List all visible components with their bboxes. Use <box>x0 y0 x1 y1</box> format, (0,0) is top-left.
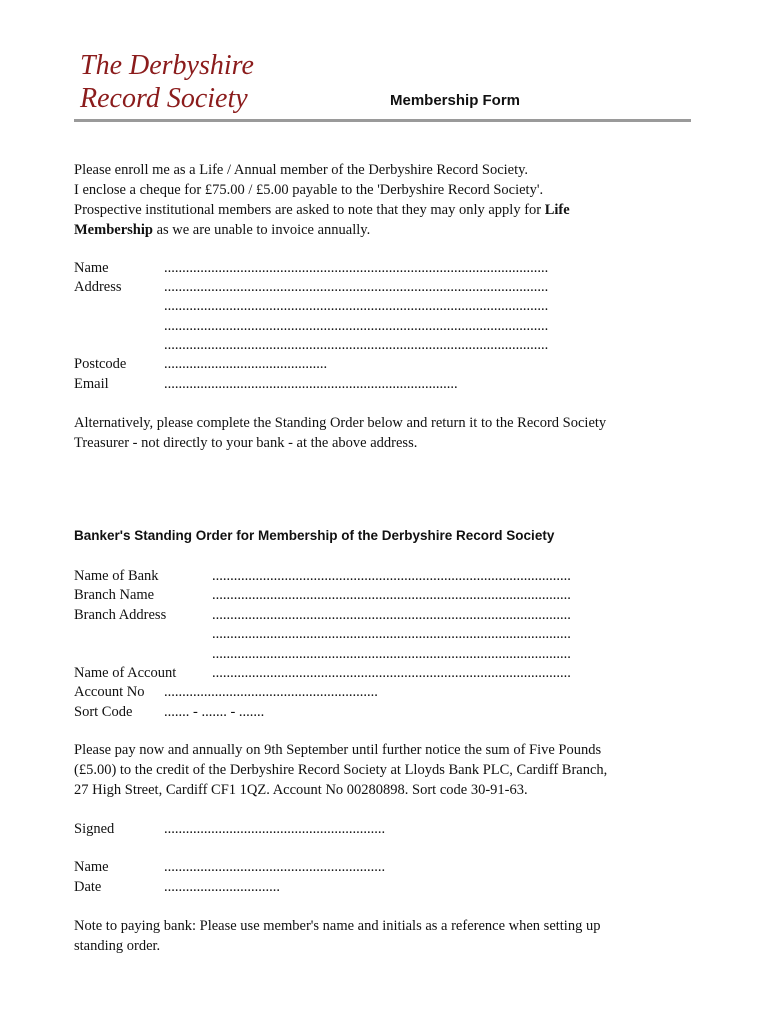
sort-code-line[interactable]: ....... - ....... - ....... <box>164 704 265 720</box>
note-line-1: Note to paying bank: Please use member's name and initials as a reference when setting up <box>74 918 601 934</box>
header-divider <box>74 119 691 122</box>
form-title: Membership Form <box>390 92 521 109</box>
signature-name-label: Name <box>74 859 109 875</box>
sort-code-label: Sort Code <box>74 704 133 720</box>
intro-line-2: I enclose a cheque for £75.00 / £5.00 payable to the 'Derbyshire Record Society'. <box>74 182 544 198</box>
bank-name-label: Name of Bank <box>74 568 159 584</box>
payment-paragraph <box>74 740 704 800</box>
alternative-line-1: Alternatively, please complete the Standing Order below and return it to the Record Society <box>74 415 607 431</box>
date-label: Date <box>74 879 102 895</box>
intro-bold-life: Life <box>544 202 570 218</box>
branch-address-label: Branch Address <box>74 607 167 623</box>
member-email-label: Email <box>74 376 109 392</box>
brand-line-1: The Derbyshire <box>80 50 254 81</box>
intro-paragraph <box>74 160 704 240</box>
signed-line[interactable]: ............................................................. <box>164 821 386 837</box>
member-address-line-1[interactable]: .......................................................................................................... <box>164 279 549 295</box>
branch-name-line[interactable]: ................................................................................................... <box>212 587 571 603</box>
account-no-label: Account No <box>74 684 145 700</box>
branch-address-line-1[interactable]: ................................................................................................... <box>212 607 571 623</box>
branch-address-line-3[interactable]: ................................................................................................... <box>212 646 571 662</box>
society-logo-text <box>80 49 254 115</box>
signed-label: Signed <box>74 821 115 837</box>
member-name-line[interactable]: .......................................................................................................... <box>164 260 549 276</box>
account-name-label: Name of Account <box>74 665 177 681</box>
branch-address-line-2[interactable]: ................................................................................................... <box>212 626 571 642</box>
bank-note-paragraph <box>74 916 704 956</box>
member-address-line-3[interactable]: .......................................................................................................... <box>164 318 549 334</box>
intro-line-3 <box>74 200 704 220</box>
account-no-line[interactable]: ........................................................... <box>164 684 378 700</box>
member-email-line[interactable]: ................................................................................. <box>164 376 458 392</box>
payment-line-1: Please pay now and annually on 9th September until further notice the sum of Five Pounds <box>74 742 602 758</box>
member-name-label: Name <box>74 260 109 276</box>
account-name-line[interactable]: ................................................................................................... <box>212 665 571 681</box>
member-address-line-4[interactable]: .......................................................................................................... <box>164 337 549 353</box>
intro-line-4 <box>74 220 704 240</box>
payment-line-2: (£5.00) to the credit of the Derbyshire Record Society at Lloyds Bank PLC, Cardiff Branch, <box>74 762 608 778</box>
note-line-2: standing order. <box>74 938 161 954</box>
intro-line-3-text: Prospective institutional members are asked to note that they may only apply for <box>74 202 545 218</box>
intro-line-4-text: as we are unable to invoice annually. <box>152 222 371 238</box>
intro-line-1: Please enroll me as a Life / Annual member of the Derbyshire Record Society. <box>74 162 529 178</box>
member-postcode-label: Postcode <box>74 356 127 372</box>
branch-name-label: Branch Name <box>74 587 155 603</box>
member-address-line-2[interactable]: .......................................................................................................... <box>164 298 549 314</box>
bank-name-line[interactable]: ................................................................................................... <box>212 568 571 584</box>
intro-bold-membership: Membership <box>74 222 153 238</box>
alternative-line-2: Treasurer - not directly to your bank - at the above address. <box>74 435 418 451</box>
member-address-label: Address <box>74 279 122 295</box>
payment-line-3: 27 High Street, Cardiff CF1 1QZ. Account No 00280898. Sort code 30-91-63. <box>74 782 528 798</box>
standing-order-title: Banker's Standing Order for Membership of the Derbyshire Record Society <box>74 528 555 543</box>
member-postcode-line[interactable]: ............................................. <box>164 356 328 372</box>
alternative-paragraph <box>74 413 704 453</box>
brand-line-2: Record Society <box>80 83 248 114</box>
date-line[interactable]: ................................ <box>164 879 280 895</box>
signature-name-line[interactable]: ............................................................. <box>164 859 386 875</box>
